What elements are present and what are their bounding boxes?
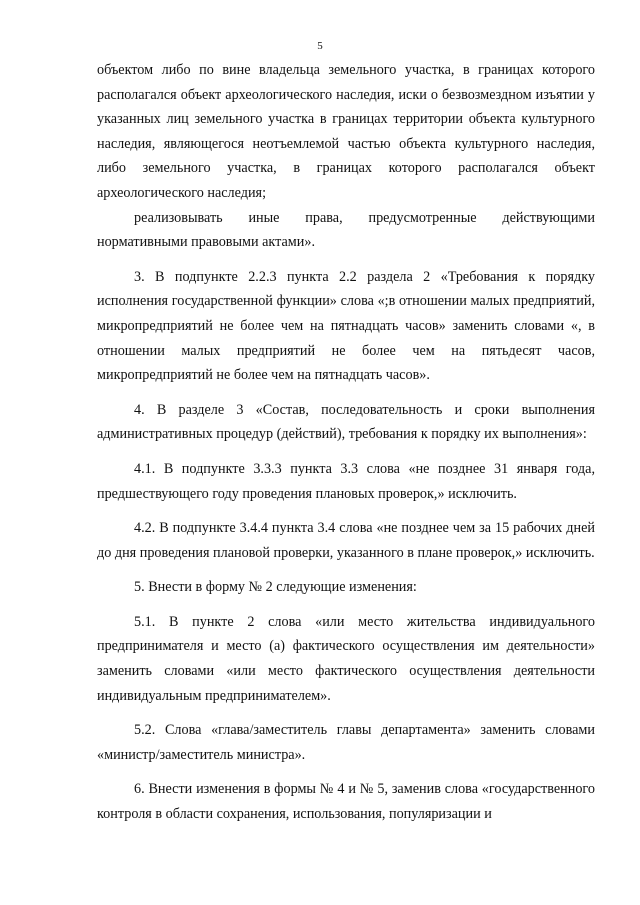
paragraph: 4.1. В подпункте 3.3.3 пункта 3.3 слова «не позднее 31 января года, предшествующего году проведения плановых проверок,» исключить.: [97, 460, 595, 502]
paragraph: объектом либо по вине владельца земельного участка, в границах которого располагался объект археологического наследия, иски о безвозмездном изъятии у указанных лиц земельного участка в границах территории объекта культурного наследия, являющегося неотъемлемой частью объекта культурного наследия, либо земельного участка, в границах которого располагался объект археологического наследия;: [97, 62, 595, 201]
page-number: 5: [317, 40, 323, 52]
paragraph: 5.2. Слова «глава/заместитель главы департамента» заменить словами «министр/заместитель министра».: [97, 722, 595, 763]
paragraph: 3. В подпункте 2.2.3 пункта 2.2 раздела 2 «Требования к порядку исполнения государственной функции» слова «;в отношении малых предприятий, микропредприятий не более чем на пятнадцать часов» заменить словами «, в отношении малых предприятий не более чем на пятьдесят часов, микропредприятий не более чем на пятнадцать часов».: [97, 268, 595, 384]
document-body: [97, 58, 595, 827]
paragraph: 5.1. В пункте 2 слова «или место жительства индивидуального предпринимателя и место (а) фактического осуществления им деятельности» заменить словами «или место фактического осуществления деятельности индивидуальным предпринимателем».: [97, 613, 595, 704]
paragraph: 6. Внести изменения в формы № 4 и № 5, заменив слова «государственного контроля в области сохранения, использования, популяризации и: [97, 781, 595, 823]
paragraph: 4. В разделе 3 «Состав, последовательность и сроки выполнения административных процедур (действий), требования к порядку их выполнения»:: [97, 401, 595, 443]
paragraph: 4.2. В подпункте 3.4.4 пункта 3.4 слова «не позднее чем за 15 рабочих дней до дня проведения плановой проверки, указанного в плане проверок,» исключить.: [97, 520, 595, 561]
paragraph: 5. Внести в форму № 2 следующие изменения:: [134, 579, 417, 596]
paragraph: реализовывать иные права, предусмотренные действующими нормативными правовыми актами».: [97, 209, 595, 251]
